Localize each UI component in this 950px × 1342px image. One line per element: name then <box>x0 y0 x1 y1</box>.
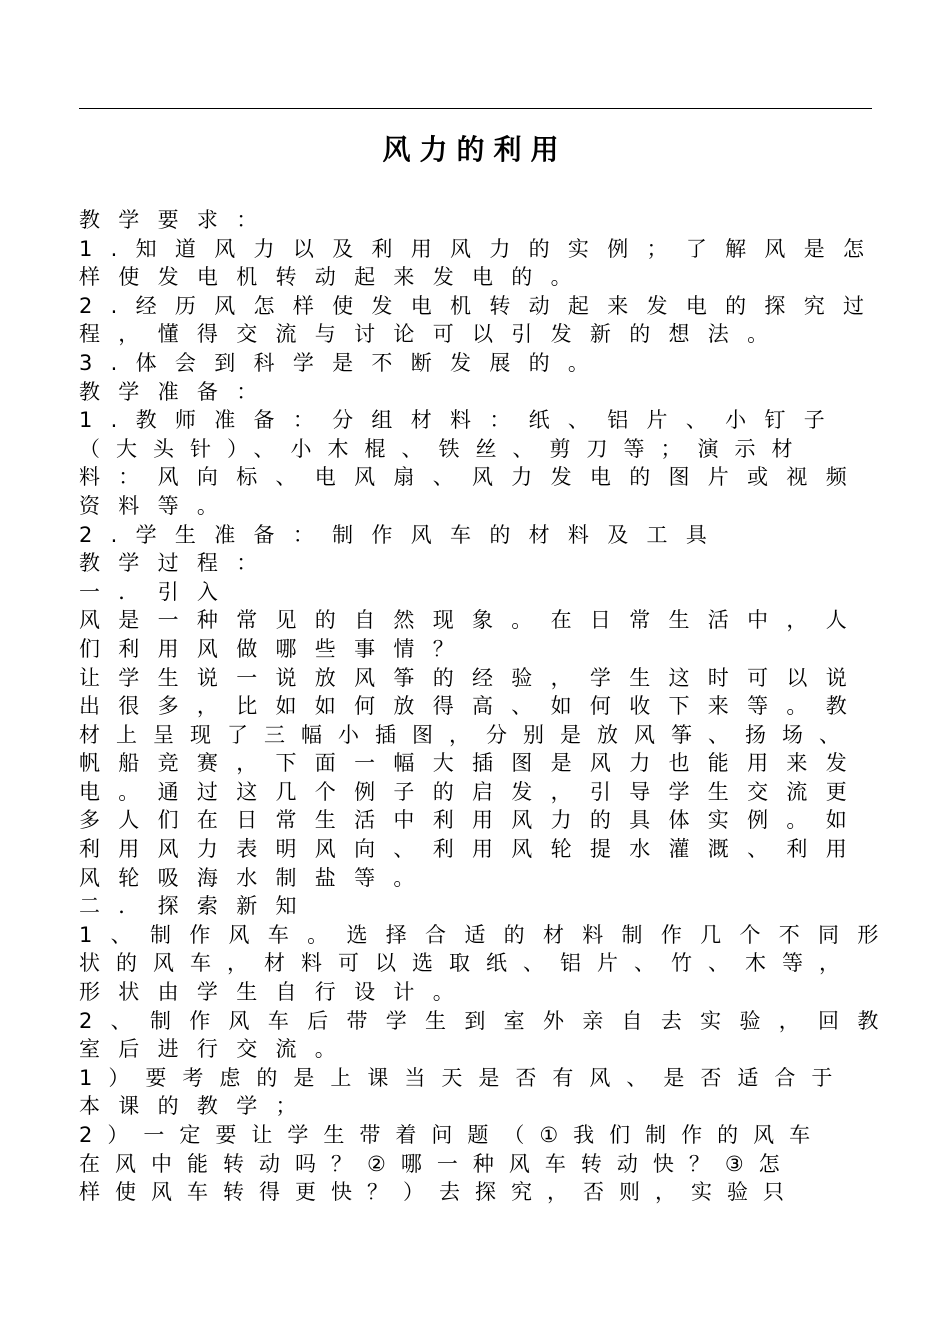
text-line: 教学准备： <box>79 379 276 404</box>
document-title: 风力的利用 <box>382 133 568 166</box>
text-line: 1）要考虑的是上课当天是否有风、是否适合于 <box>79 1065 849 1090</box>
text-line: 一．引入 <box>79 579 237 604</box>
document-body <box>79 206 897 1207</box>
text-line: 2.经历风怎样使发电机转动起来发电的探究过 <box>79 293 883 318</box>
text-line: 料：风向标、电风扇、风力发电的图片或视频 <box>79 465 865 490</box>
text-line: 教学要求： <box>79 208 276 232</box>
text-line: 们利用风做哪些事情？ <box>79 636 472 661</box>
text-line: 让学生说一说放风筝的经验，学生这时可以说 <box>79 665 865 690</box>
text-line: 1.知道风力以及利用风力的实例；了解风是怎 <box>79 236 883 261</box>
text-line: 2、制作风车后带学生到室外亲自去实验，回教 <box>79 1008 897 1033</box>
header-rule <box>79 108 872 109</box>
text-line: 风是一种常见的自然现象。在日常生活中，人 <box>79 608 865 633</box>
text-line: 2.学生准备：制作风车的材料及工具 <box>79 522 726 547</box>
text-line: 1.教师准备：分组材料：纸、铝片、小钉子 <box>79 408 844 433</box>
text-line: 室后进行交流。 <box>79 1037 355 1062</box>
text-line: 3.体会到科学是不断发展的。 <box>79 350 608 375</box>
text-line: 二．探索新知 <box>79 894 315 919</box>
text-line: 样使风车转得更快？）去探究，否则，实验只 <box>79 1180 799 1205</box>
text-line: 资料等。 <box>79 493 237 518</box>
text-line: 出很多，比如如何放得高、如何收下来等。教 <box>79 694 865 719</box>
text-line: 教学过程： <box>79 551 276 576</box>
text-line: 风轮吸海水制盐等。 <box>79 865 433 890</box>
text-line: 在风中能转动吗？②哪一种风车转动快？③怎 <box>79 1151 795 1176</box>
text-line: 程，懂得交流与讨论可以引发新的想法。 <box>79 322 787 347</box>
text-line: 帆船竞赛，下面一幅大插图是风力也能用来发 <box>79 751 865 776</box>
text-line: 利用风力表明风向、利用风轮提水灌溉、利用 <box>79 837 865 862</box>
text-line: 1、制作风车。选择合适的材料制作几个不同形 <box>79 922 897 947</box>
text-line: 2）一定要让学生带着问题（①我们制作的风车 <box>79 1123 826 1147</box>
text-line: （大头针）、小木棍、铁丝、剪刀等；演示材 <box>79 436 809 461</box>
text-line: 材上呈现了三幅小插图，分别是放风筝、扬场、 <box>79 722 856 747</box>
text-line: 本课的教学； <box>79 1094 315 1119</box>
text-line: 多人们在日常生活中利用风力的具体实例。如 <box>79 808 865 833</box>
text-line: 电。通过这几个例子的启发，引导学生交流更 <box>79 779 865 804</box>
text-line: 样使发电机转动起来发电的。 <box>79 265 590 290</box>
text-line: 形状由学生自行设计。 <box>79 980 472 1005</box>
text-line: 状的风车，材料可以选取纸、铝片、竹、木等， <box>79 951 856 976</box>
